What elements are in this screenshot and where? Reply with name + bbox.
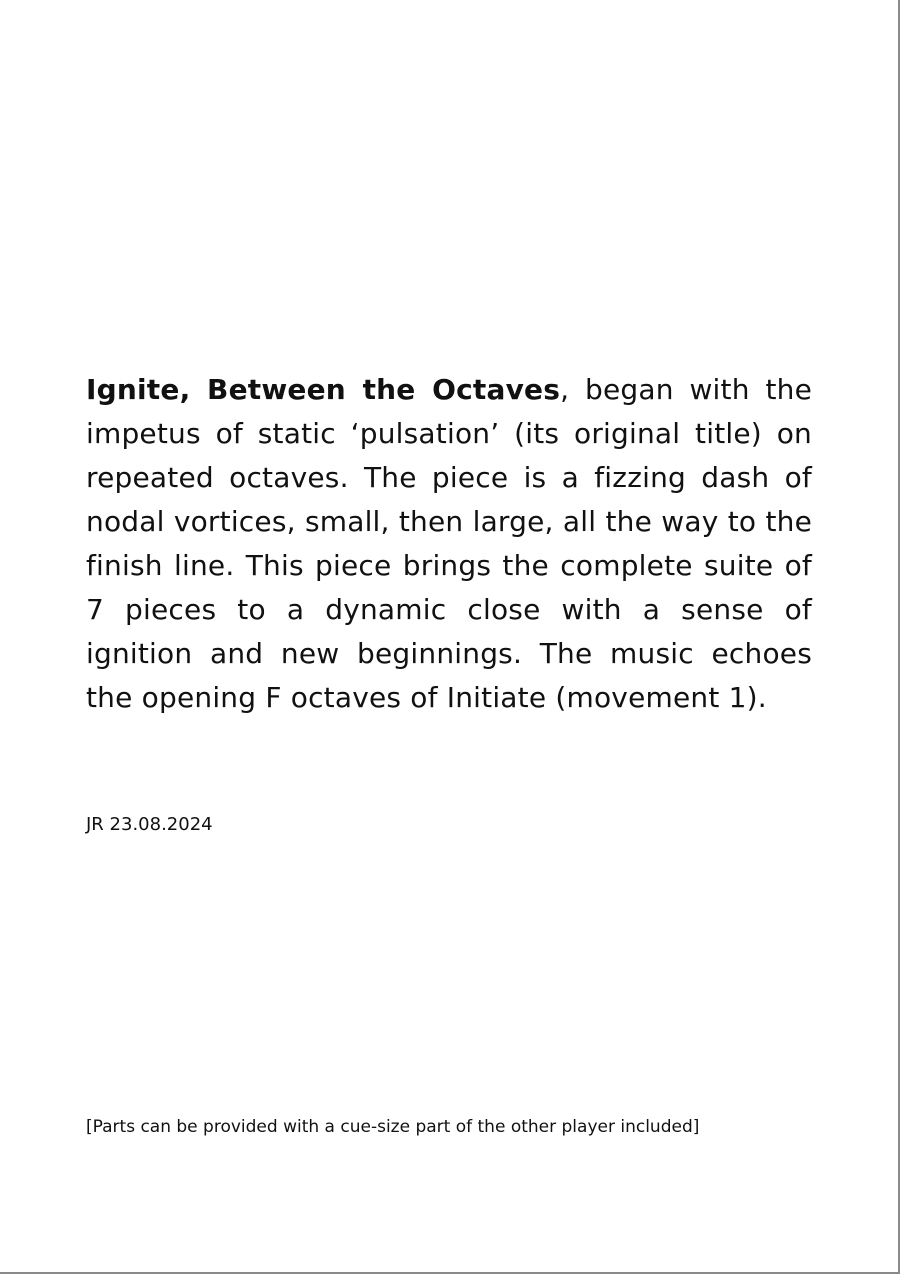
programme-note-text: , began with the impetus of static ‘pulsation’ (its original title) on repeated octaves. The piece is a fizzing dash of nodal vortices, small, then large, all the way to the finish line. This piece brings the complete suite of 7 pieces to a dynamic close with a sense of ignition and new beginnings. The music echoes the opening F octaves of Initiate (movement 1).: [86, 373, 812, 714]
parts-note: [Parts can be provided with a cue-size part of the other player included]: [86, 1117, 700, 1137]
piece-title: Ignite, Between the Octaves: [86, 373, 561, 406]
programme-note: [86, 368, 812, 720]
signature-date: JR 23.08.2024: [86, 814, 213, 835]
